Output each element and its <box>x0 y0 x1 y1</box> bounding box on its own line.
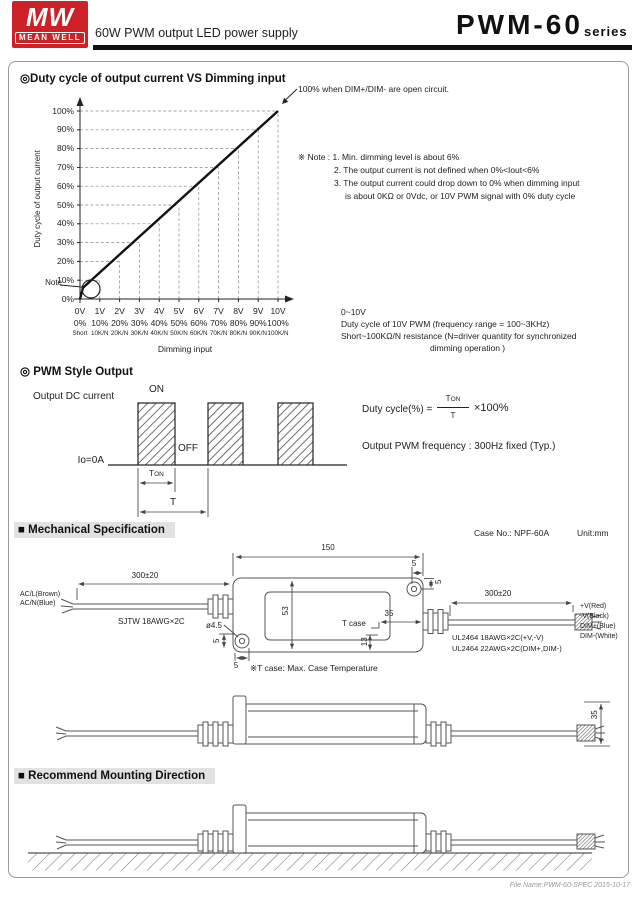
x-tick-voltage: 7V <box>213 306 224 316</box>
tcase-label: T case <box>342 619 366 628</box>
t-dim-label: T <box>169 497 177 508</box>
file-name-footer: File Name:PWM-60-SPEC 2015-10-17 <box>509 882 630 889</box>
wire-ac-n-label: AC/N(Blue) <box>20 600 56 607</box>
series-suffix: series <box>584 24 628 39</box>
chart-note-3: 3. The output current could drop down to 0% when dimming input <box>334 178 580 188</box>
x-tick-pwm_duty: 10% <box>91 318 109 328</box>
x-legend-pwm: Duty cycle of 10V PWM (frequency range = 100~3KHz) <box>341 319 550 329</box>
x-tick-resistance: 60K/N <box>190 330 208 337</box>
dim-hole: ø4.5 <box>206 621 223 630</box>
chart-note-2: 2. The output current is not defined when 0%<Iout<6% <box>334 165 540 175</box>
x-tick-resistance: 70K/N <box>209 330 228 337</box>
x-tick-pwm_duty: 0% <box>73 318 87 328</box>
x-tick-resistance: 50K/N <box>170 330 188 337</box>
wire-dim-minus-label: DIM-(White) <box>580 633 618 640</box>
y-tick-label: 10% <box>56 274 74 285</box>
duty-formula-denominator: T <box>450 411 456 420</box>
x-tick-voltage: 1V <box>94 306 105 316</box>
y-tick-label: 80% <box>56 143 74 154</box>
duty-cycle-chart <box>30 85 330 365</box>
output-dc-current-label: Output DC current <box>33 391 115 402</box>
meanwell-logo-name: MEAN WELL <box>15 32 85 44</box>
fraction-bar <box>437 407 469 408</box>
y-tick-label: 30% <box>56 237 74 248</box>
y-tick-label: 50% <box>56 199 74 210</box>
y-tick-label: 20% <box>56 255 74 266</box>
x-tick-pwm_duty: 100% <box>267 318 289 328</box>
dim-height: 53 <box>281 606 291 616</box>
x-tick-resistance: 10K/N <box>91 330 109 337</box>
section-bullet-icon: ■ <box>18 524 25 536</box>
x-tick-voltage: 9V <box>252 306 264 316</box>
off-label: OFF <box>178 443 198 454</box>
wire-v-plus-label: +V(Red) <box>580 603 607 610</box>
chart-note-4: is about 0KΩ or 0Vdc, or 10V PWM signal with 0% duty cycle <box>345 191 576 201</box>
meanwell-logo <box>12 1 88 48</box>
section-bullet-icon: ■ <box>18 770 25 782</box>
dim-ear-tr-h: 5 <box>411 559 417 568</box>
duty-formula-lhs: Duty cycle(%) = <box>362 404 433 415</box>
x-tick-resistance: 40K/N <box>150 330 168 337</box>
x-tick-resistance: Short <box>72 330 88 337</box>
dim-ear-tr-v: 5 <box>434 579 444 585</box>
x-tick-voltage: 8V <box>233 306 244 316</box>
pwm-frequency-note: Output PWM frequency : 300Hz fixed (Typ.) <box>362 441 556 452</box>
x-tick-voltage: 6V <box>193 306 204 316</box>
mech-section-title: ■ Mechanical Specification <box>14 522 175 538</box>
dim-tcase-y: 13 <box>360 637 370 647</box>
x-tick-voltage: 10V <box>270 306 286 316</box>
dim-ear-bl-h: 5 <box>233 661 239 670</box>
on-label: ON <box>149 384 164 395</box>
x-tick-voltage: 3V <box>134 306 145 316</box>
dim-side-height: 35 <box>590 710 600 720</box>
cable-right-spec-1: UL2464 18AWG×2C(+V,-V) <box>452 633 544 642</box>
meanwell-logo-mw-icon: MW <box>25 2 75 32</box>
duty-section-title: ◎Duty cycle of output current VS Dimming input <box>20 73 286 85</box>
dim-wire-right: 300±20 <box>484 589 512 598</box>
min-dimming-circle <box>82 280 100 298</box>
x-tick-voltage: 5V <box>173 306 185 316</box>
x-tick-voltage: 0V <box>74 306 86 316</box>
x-tick-pwm_duty: 50% <box>170 318 188 328</box>
mechanical-side-drawing <box>0 685 640 763</box>
unit-label: Unit:mm <box>577 528 609 538</box>
wire-ac-l-label: AC/L(Brown) <box>20 591 61 598</box>
mounting-direction-drawing <box>0 788 640 882</box>
x-tick-pwm_duty: 90% <box>249 318 267 328</box>
section-bullet-icon: ◎ <box>20 73 31 85</box>
mount-section-title: ■ Recommend Mounting Direction <box>14 768 215 784</box>
y-tick-label: 60% <box>56 180 74 191</box>
tcase-note: ※T case: Max. Case Temperature <box>250 663 378 673</box>
wire-v-minus-label: -V(Black) <box>580 613 609 620</box>
duty-formula-numerator: TON <box>445 394 461 403</box>
ground-hatch <box>28 854 592 871</box>
y-tick-label: 100% <box>52 105 74 116</box>
x-axis-label: Dimming input <box>157 344 213 354</box>
y-tick-label: 0% <box>61 293 74 304</box>
y-tick-label: 90% <box>56 124 74 135</box>
x-tick-resistance: 100K/N <box>267 330 289 337</box>
x-tick-resistance: 90K/N <box>249 330 267 337</box>
x-tick-pwm_duty: 80% <box>229 318 247 328</box>
x-tick-voltage: 4V <box>153 306 165 316</box>
case-number: Case No.: NPF-60A <box>474 528 550 538</box>
x-tick-voltage: 2V <box>114 306 125 316</box>
dim-length: 150 <box>321 543 335 552</box>
dim-ear-bl-v: 5 <box>212 638 222 644</box>
x-tick-pwm_duty: 20% <box>111 318 129 328</box>
x-tick-pwm_duty: 70% <box>210 318 228 328</box>
x-tick-resistance: 30K/N <box>130 330 149 337</box>
dim-wire-left: 300±20 <box>131 571 159 580</box>
product-title: 60W PWM output LED power supply <box>95 26 298 40</box>
x-tick-resistance: 80K/N <box>229 330 248 337</box>
x-tick-pwm_duty: 40% <box>150 318 168 328</box>
x-legend-resistance: Short~100KΩ/N resistance (N=driver quantity for synchronized <box>341 331 577 341</box>
x-legend-resistance-2: dimming operation ) <box>430 343 506 353</box>
x-tick-pwm_duty: 60% <box>190 318 208 328</box>
pwm-section-title: ◎ PWM Style Output <box>20 366 133 378</box>
y-axis-label: Duty cycle of output current <box>33 150 43 248</box>
series-name: PWM-60 <box>456 9 583 40</box>
duty-formula-rhs: ×100% <box>474 402 509 414</box>
cable-right-spec-2: UL2464 22AWG×2C(DIM+,DIM-) <box>452 644 562 653</box>
dim-tcase-x: 35 <box>384 609 394 618</box>
chart-note-1: ※ Note : 1. Min. dimming level is about 6% <box>298 152 460 162</box>
cable-left-spec: SJTW 18AWG×2C <box>118 617 185 626</box>
pwm-waveform-drawing <box>60 380 380 525</box>
x-legend-range: 0~10V <box>341 307 366 317</box>
y-tick-label: 70% <box>56 161 74 172</box>
header-rule <box>93 45 632 50</box>
open-circuit-callout: 100% when DIM+/DIM- are open circuit. <box>298 84 449 94</box>
ton-dim-label: TON <box>149 469 164 478</box>
wire-dim-plus-label: DIM+(Blue) <box>580 623 616 630</box>
y-tick-label: 40% <box>56 218 74 229</box>
note-pointer-label: Note <box>45 278 62 287</box>
x-tick-resistance: 20K/N <box>110 330 129 337</box>
section-bullet-icon: ◎ <box>20 366 31 378</box>
io-zero-label: Io=0A <box>77 455 104 466</box>
x-tick-pwm_duty: 30% <box>130 318 148 328</box>
